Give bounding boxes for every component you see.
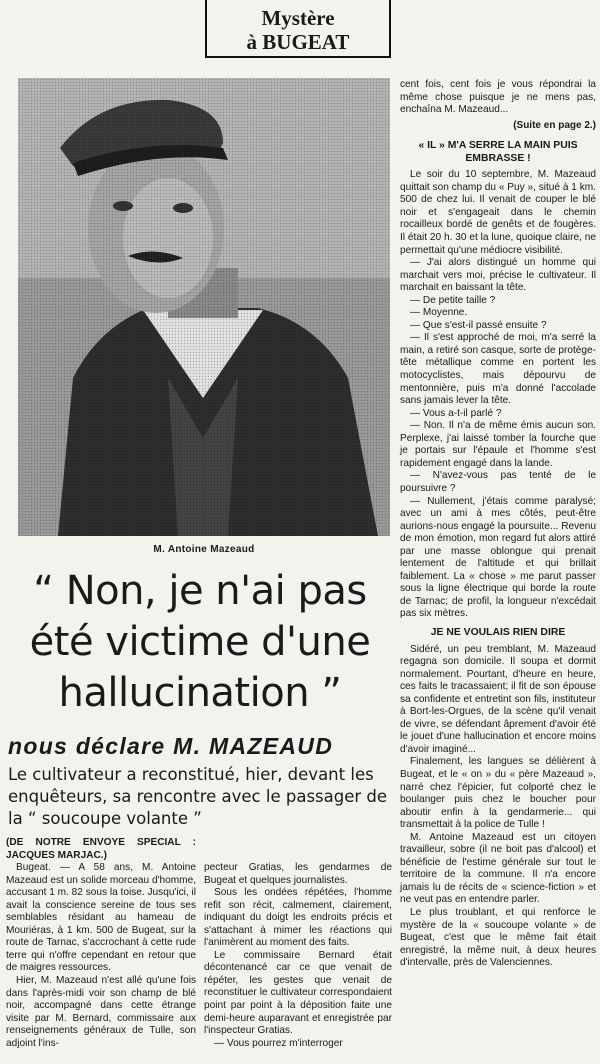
paragraph: — Moyenne. [410,307,468,319]
paragraph: — Vous a-t-il parlé ? [410,407,502,419]
section-kicker [205,0,391,58]
paragraph: Le soir du 10 septembre, M. Mazeaud quittait son champ du « Puy », situé à 1 km. 500 de chez lui. Il venait de couper le blé noir et s'engageait dans le chemin rocailleux bordé de genêts et de fougères. Il était 20 h. 30 et la lune, quoique claire, ne permettait qu'une médiocre visibilité. [400,169,596,256]
paragraph: — Que s'est-il passé ensuite ? [410,319,547,331]
paragraph: Bugeat. — A 58 ans, M. Antoine Mazeaud est un solide morceau d'homme, accusant 1 m. 82 sous la toise. Jusqu'ici, il avait la conscience sereine de tous ses semblables résidant au hameau de Mouriéras, à 1 km. 500 de Bugeat, sur la route de Tarnac, s'accrochant à cette rude terre qui n'offre cependant en retour que de maigres ressources. [6,862,196,974]
paragraph: Le plus troublant, et qui renforce le mystère de la « soucoupe volante » de Bugeat, c'est que le même fait était enregistré, la même nuit, à deux heures d'intervalle, près de Valenciennes. [400,907,596,969]
headline [8,566,392,719]
byline: (DE NOTRE ENVOYE SPECIAL : JACQUES MARJAC.) [6,837,196,861]
paragraph: — N'avez-vous pas tenté de le poursuivre ? [400,470,596,494]
paragraph: — Non. Il n'a de même émis aucun son. Perplexe, j'ai laissé tomber la fourche que je portais sur l'épaule et l'homme s'est rapidement engagé dans la lande. [400,420,596,469]
paragraph: M. Antoine Mazeaud est un citoyen travailleur, sobre (il ne boit pas d'alcool) et bénéficie de l'estime générale sur tout le territoire de la commune. Il n'a encore jamais lu de récits de « science-fiction » et ne veut pas en entendre parler. [400,831,596,906]
headline-line: “ Non, je n'ai pas [33,568,367,614]
headline-line: été victime d'une [29,619,371,665]
paragraph: — J'ai alors distingué un homme qui marchait vers moi, précise le cultivateur. Il marchait en baissant la tête. [400,257,596,294]
photo-caption: M. Antoine Mazeaud [153,544,255,555]
kicker-line-2: à BUGEAT [246,30,350,54]
subheadline: nous déclare M. MAZEAUD [8,733,334,759]
portrait-photo [18,78,390,536]
kicker-line-1: Mystère [261,6,335,30]
paragraph: cent fois, cent fois je vous répondrai la même chose puisque je ne mens pas, enchaîna M. Mazeaud... [400,79,596,116]
article-column-2 [204,862,392,1050]
paragraph: — Vous pourrez m'interroger [214,1037,343,1049]
deck: Le cultivateur a reconstitué, hier, devant les enquêteurs, sa rencontre avec le passager de la “ soucoupe volante ” [8,765,388,828]
paragraph: Sidéré, un peu tremblant, M. Mazeaud regagna son domicile. Il soupa et dormit normalement. Pourtant, d'heure en heure, ces faits le tracassaient; il fit de son épouse sa confidente et entretint son fils, instituteur à Bort-les-Orgues, de la scène qu'il venait de vivre, se défendant âprement d'avoir été le jouet d'une hallucination et encore moins d'avoir imaginé... [400,643,596,755]
article-column-1 [6,837,196,1050]
section-title: JE NE VOULAIS RIEN DIRE [430,626,566,638]
paragraph: Sous les ondées répétées, l'homme refit son récit, calmement, clairement, indiquant du doigt les endroits précis et s'attachant à mimer les réactions qui l'animèrent au moment des faits. [204,887,392,949]
paragraph: Finalement, les langues se délièrent à Bugeat, et le « on » du « père Mazeaud », narré chez l'épicier, fut colporté chez le boulanger puis chez le boucher pour aboutir enfin à la gendarmerie... qui transmettait à la police de Tulle ! [400,756,596,831]
paragraph: — De petite taille ? [410,294,496,306]
paragraph: — Nullement, j'étais comme paralysé; avec un ami à mes côtés, peut-être aurions-nous engagé la poursuite... Revenu de mon émotion, mon regard fut alors attiré par une masse oblongue qui prenait lentement de l'altitude et qui brillait faiblement. La « chose » me parut passer sous la ligne électrique qui borde la route de Tarnac; de profil, la longueur n'excédait pas six mètres. [400,495,596,620]
paragraph: Hier, M. Mazeaud n'est allé qu'une fois dans l'après-midi voir son champ de blé noir, accompagné dans cette étrange visite par M. Bernard, commissaire aux renseignements généraux de Tulle, son adjoint l'ins- [6,975,196,1049]
continued-note: (Suite en page 2.) [513,119,596,131]
headline-line: hallucination ” [58,670,342,716]
paragraph: — Il s'est approché de moi, m'a serré la main, a retiré son casque, sorte de protège-tête métallique comme en portent les motocyclistes, mais dépourvu de mentonnière, puis m'a donné l'accolade sans jamais lever la tête. [400,332,596,407]
paragraph: Le commissaire Bernard était décontenancé car ce que venait de répéter, les gestes que venait de reconstituer le cultivateur correspondaient point par point à la déposition faite une demi-heure auparavant et enregistrée par l'inspecteur Gratias. [204,949,392,1037]
section-title: « IL » M'A SERRE LA MAIN PUIS EMBRASSE ! [418,140,578,164]
article-column-3 [400,79,596,970]
paragraph: pecteur Gratias, les gendarmes de Bugeat et quelques journalistes. [204,862,392,886]
